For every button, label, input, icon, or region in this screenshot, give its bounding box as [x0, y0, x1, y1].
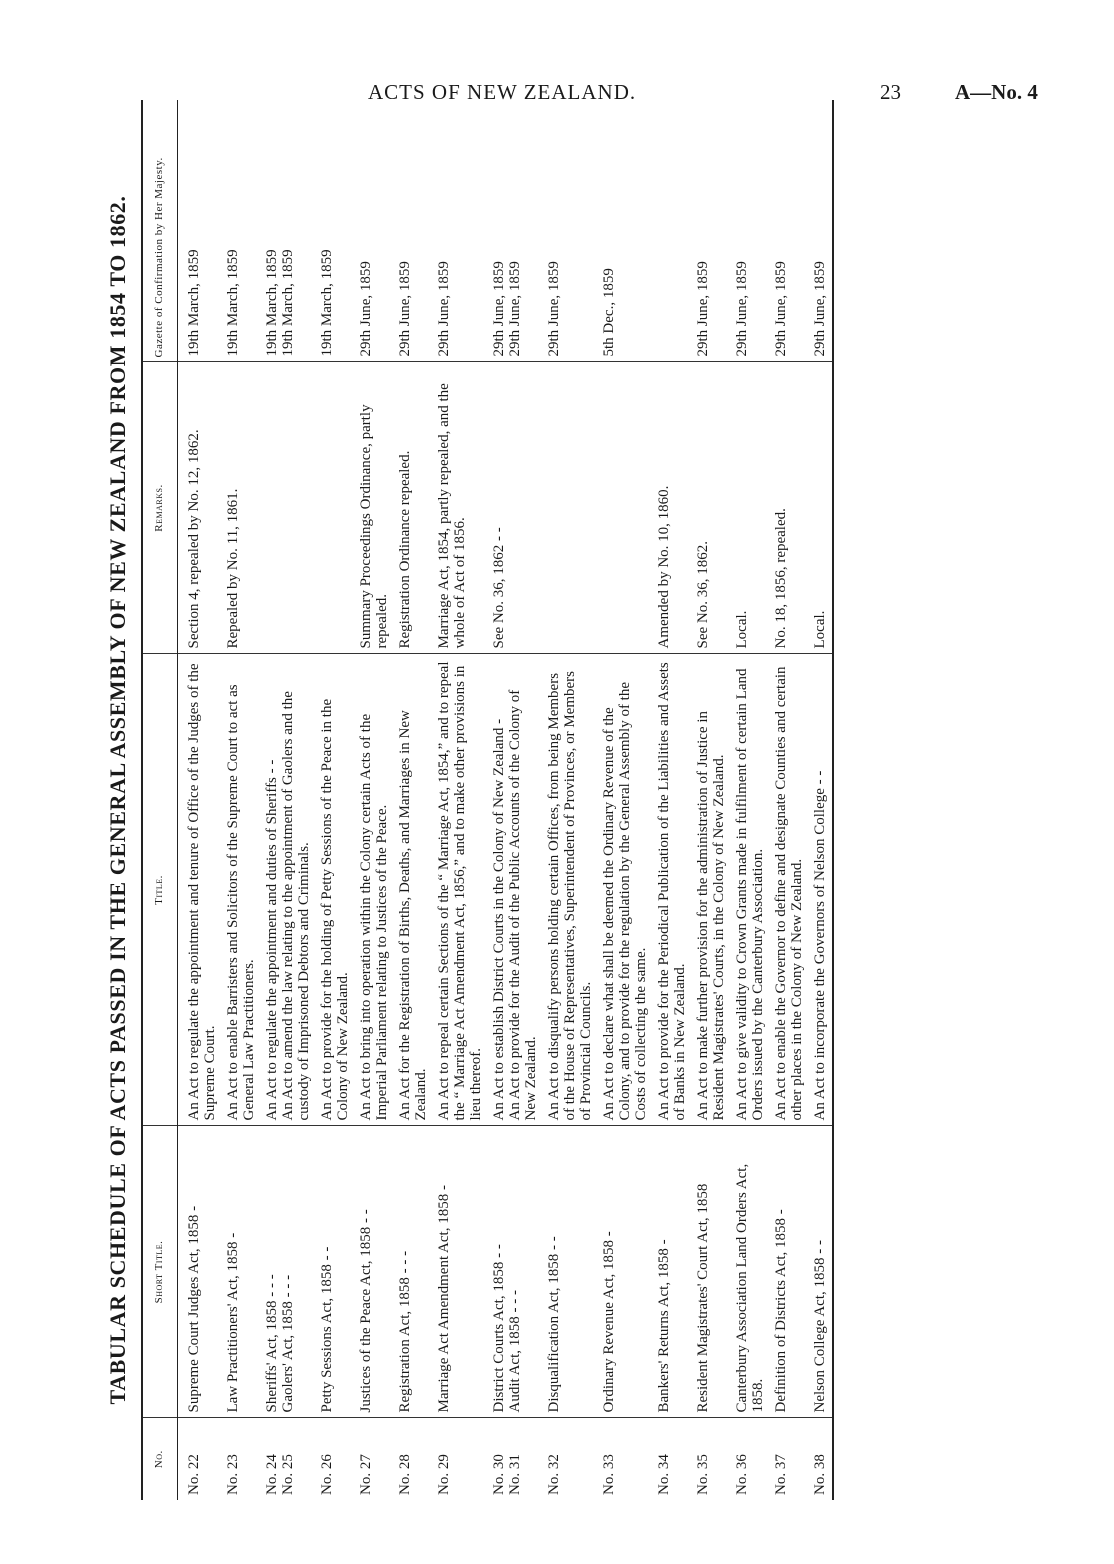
short-title: Definition of Districts Act, 1858 -: [773, 1209, 789, 1413]
short-title: Nelson College Act, 1858 - -: [812, 1240, 828, 1413]
cell-gazette: [355, 100, 394, 362]
cell-title: An Act to provide for the Periodical Publication of the Liabilities and Assets of Banks in New Zealand.: [653, 654, 692, 1126]
cell-remarks: Marriage Act, 1854, partly repealed, and the whole of Act of 1856.: [433, 362, 488, 654]
gazette-date: 29th June, 1859: [397, 261, 413, 357]
cell-gazette: [394, 100, 433, 362]
header-gazette: Gazette of Confirmation by Her Majesty.: [142, 100, 178, 362]
act-number: No. 26: [319, 1454, 335, 1495]
gazette-date: 29th June, 1859: [546, 261, 562, 357]
cell-gazette: [692, 100, 731, 362]
cell-remarks: Amended by No. 10, 1860.: [653, 362, 692, 654]
cell-no: [488, 1418, 543, 1500]
cell-title: An Act to declare what shall be deemed the Ordinary Revenue of the Colony, and to provide for the regulation by the General Assembly of the Costs of collecting the same.: [598, 654, 653, 1126]
gazette-date: 19th March, 1859: [280, 249, 296, 357]
short-title: Bankers' Returns Act, 1858 -: [656, 1239, 672, 1413]
short-title: Petty Sessions Act, 1858 - -: [319, 1246, 335, 1413]
act-number: No. 33: [601, 1454, 617, 1495]
act-number: No. 30: [491, 1454, 507, 1495]
short-title: Law Practitioners' Act, 1858 -: [225, 1232, 241, 1413]
short-title: Disqualification Act, 1858 - -: [546, 1236, 562, 1413]
act-number: No. 36: [734, 1454, 750, 1495]
paper-reference: A—No. 4: [955, 80, 1038, 104]
cell-short-title: [653, 1126, 692, 1418]
act-number: No. 35: [695, 1454, 711, 1495]
act-number: No. 34: [656, 1454, 672, 1495]
header-remarks: Remarks.: [142, 362, 178, 654]
act-number: No. 31: [507, 1454, 523, 1495]
cell-gazette: [809, 100, 833, 362]
cell-title: An Act to disqualify persons holding certain Offices, from being Members of the House of Representatives, Superintendent of Provinces, or Members of Provincial Councils.: [543, 654, 598, 1126]
cell-remarks: [598, 362, 653, 654]
cell-no: [222, 1418, 261, 1500]
cell-no: [355, 1418, 394, 1500]
cell-short-title: [178, 1126, 223, 1418]
cell-gazette: [178, 100, 223, 362]
table-row: [355, 100, 394, 1500]
cell-title: An Act to regulate the appointment and tenure of Office of the Judges of the Supreme Court.: [178, 654, 223, 1126]
act-number: No. 32: [546, 1454, 562, 1495]
cell-no: [653, 1418, 692, 1500]
table-row: [543, 100, 598, 1500]
cell-no: [692, 1418, 731, 1500]
cell-short-title: [598, 1126, 653, 1418]
cell-no: [770, 1418, 809, 1500]
cell-title: An Act for the Registration of Births, Deaths, and Marriages in New Zealand.: [394, 654, 433, 1126]
header-no: No.: [142, 1418, 178, 1500]
gazette-date: 19th March, 1859: [319, 249, 335, 357]
cell-no: [731, 1418, 770, 1500]
gazette-date: 29th June, 1859: [812, 261, 828, 357]
cell-short-title: [488, 1126, 543, 1418]
table-row: [598, 100, 653, 1500]
cell-remarks: See No. 36, 1862.: [692, 362, 731, 654]
cell-gazette: [488, 100, 543, 362]
table-row: [316, 100, 355, 1500]
short-title: Ordinary Revenue Act, 1858 -: [601, 1231, 617, 1413]
table-row: [692, 100, 731, 1500]
gazette-date: 19th March, 1859: [225, 249, 241, 357]
running-head-title: ACTS OF NEW ZEALAND.: [368, 80, 637, 104]
short-title: Registration Act, 1858 - - -: [397, 1250, 413, 1413]
short-title: Canterbury Association Land Orders Act, 1858.: [734, 1163, 766, 1413]
cell-remarks: Summary Proceedings Ordinance, partly repealed.: [355, 362, 394, 654]
gazette-date: 29th June, 1859: [507, 261, 523, 357]
gazette-date: 29th June, 1859: [773, 261, 789, 357]
cell-gazette: [543, 100, 598, 362]
act-number: No. 29: [436, 1454, 452, 1495]
cell-short-title: [316, 1126, 355, 1418]
table-title: TABULAR SCHEDULE OF ACTS PASSED IN THE GENERAL ASSEMBLY OF NEW ZEALAND FROM 1854 TO 1862.: [105, 195, 130, 1405]
cell-gazette: [770, 100, 809, 362]
rotated-schedule: [105, 100, 1065, 1500]
gazette-date: 29th June, 1859: [358, 261, 374, 357]
cell-title: An Act to establish District Courts in the Colony of New Zealand - An Act to provide for the Audit of the Public Accounts of the Colony of New Zealand.: [488, 654, 543, 1126]
short-title: Marriage Act Amendment Act, 1858 -: [436, 1185, 452, 1413]
cell-gazette: [433, 100, 488, 362]
cell-title: An Act to bring into operation within the Colony certain Acts of the Imperial Parliament relating to Justices of the Peace.: [355, 654, 394, 1126]
cell-remarks: [543, 362, 598, 654]
cell-remarks: [261, 362, 316, 654]
cell-title: An Act to provide for the holding of Petty Sessions of the Peace in the Colony of New Zealand.: [316, 654, 355, 1126]
cell-remarks: Registration Ordinance repealed.: [394, 362, 433, 654]
cell-title: An Act to regulate the appointment and duties of Sheriffs - - An Act to amend the law relating to the appointment of Gaolers and the custody of Imprisoned Debtors and Criminals.: [261, 654, 316, 1126]
short-title: Audit Act, 1858 - - -: [507, 1290, 523, 1413]
gazette-date: 29th June, 1859: [436, 261, 452, 357]
table-row: [488, 100, 543, 1500]
cell-short-title: [692, 1126, 731, 1418]
cell-no: [543, 1418, 598, 1500]
short-title: Justices of the Peace Act, 1858 - -: [358, 1209, 374, 1413]
cell-short-title: [770, 1126, 809, 1418]
header-row: [142, 100, 178, 1500]
table-row: [770, 100, 809, 1500]
cell-remarks: Section 4, repealed by No. 12, 1862.: [178, 362, 223, 654]
cell-short-title: [731, 1126, 770, 1418]
act-number: No. 22: [186, 1454, 202, 1495]
table-row: [394, 100, 433, 1500]
cell-remarks: [316, 362, 355, 654]
cell-title: An Act to enable Barristers and Solicitors of the Supreme Court to act as General Law Practitioners.: [222, 654, 261, 1126]
table-row: [731, 100, 770, 1500]
table-row: [809, 100, 833, 1500]
page-number: 23: [880, 80, 901, 104]
table-row: [433, 100, 488, 1500]
act-number: No. 25: [280, 1454, 296, 1495]
cell-short-title: [394, 1126, 433, 1418]
cell-gazette: [316, 100, 355, 362]
cell-no: [433, 1418, 488, 1500]
gazette-date: 29th June, 1859: [734, 261, 750, 357]
act-number: No. 28: [397, 1454, 413, 1495]
table-row: [261, 100, 316, 1500]
cell-gazette: [653, 100, 692, 362]
cell-short-title: [543, 1126, 598, 1418]
short-title: Resident Magistrates' Court Act, 1858: [695, 1183, 711, 1413]
cell-no: [316, 1418, 355, 1500]
act-number: No. 37: [773, 1454, 789, 1495]
cell-title: An Act to give validity to Crown Grants made in fulfilment of certain Land Orders issued by the Canterbury Association.: [731, 654, 770, 1126]
acts-schedule-table: [141, 100, 834, 1500]
table-row: [178, 100, 223, 1500]
cell-remarks: No. 18, 1856, repealed.: [770, 362, 809, 654]
cell-gazette: [261, 100, 316, 362]
header-short-title: Short Title.: [142, 1126, 178, 1418]
gazette-date: 19th March, 1859: [186, 249, 202, 357]
short-title: Gaolers' Act, 1858 - - -: [280, 1274, 296, 1413]
cell-title: An Act to make further provision for the administration of Justice in Resident Magistrates' Courts, in the Colony of New Zealand.: [692, 654, 731, 1126]
table-body: [178, 100, 834, 1500]
gazette-date: 29th June, 1859: [491, 261, 507, 357]
table-row: [653, 100, 692, 1500]
cell-gazette: [731, 100, 770, 362]
cell-no: [394, 1418, 433, 1500]
gazette-date: 5th Dec., 1859: [601, 268, 617, 357]
cell-no: [598, 1418, 653, 1500]
cell-no: [809, 1418, 833, 1500]
gazette-date: 29th June, 1859: [695, 261, 711, 357]
cell-remarks: Local.: [731, 362, 770, 654]
act-number: No. 38: [812, 1454, 828, 1495]
cell-short-title: [809, 1126, 833, 1418]
cell-remarks: Repealed by No. 11, 1861.: [222, 362, 261, 654]
cell-remarks: See No. 36, 1862 - -: [488, 362, 543, 654]
cell-title: An Act to repeal certain Sections of the “ Marriage Act, 1854,” and to repeal the “ Marriage Act Amendment Act, 1856,” and to make other provisions in lieu thereof.: [433, 654, 488, 1126]
cell-short-title: [222, 1126, 261, 1418]
cell-title: An Act to enable the Governor to define and designate Counties and certain other places in the Colony of New Zealand.: [770, 654, 809, 1126]
cell-title: An Act to incorporate the Governors of Nelson College - -: [809, 654, 833, 1126]
short-title: Sheriffs' Act, 1858 - - -: [264, 1274, 280, 1413]
act-number: No. 23: [225, 1454, 241, 1495]
cell-short-title: [261, 1126, 316, 1418]
act-number: No. 27: [358, 1454, 374, 1495]
short-title: District Courts Act, 1858 - -: [491, 1244, 507, 1413]
act-number: No. 24: [264, 1454, 280, 1495]
cell-gazette: [598, 100, 653, 362]
cell-gazette: [222, 100, 261, 362]
table-row: [222, 100, 261, 1500]
cell-short-title: [433, 1126, 488, 1418]
cell-no: [261, 1418, 316, 1500]
cell-short-title: [355, 1126, 394, 1418]
gazette-date: 19th March, 1859: [264, 249, 280, 357]
header-title: Title.: [142, 654, 178, 1126]
cell-remarks: Local.: [809, 362, 833, 654]
short-title: Supreme Court Judges Act, 1858 -: [186, 1205, 202, 1413]
cell-no: [178, 1418, 223, 1500]
